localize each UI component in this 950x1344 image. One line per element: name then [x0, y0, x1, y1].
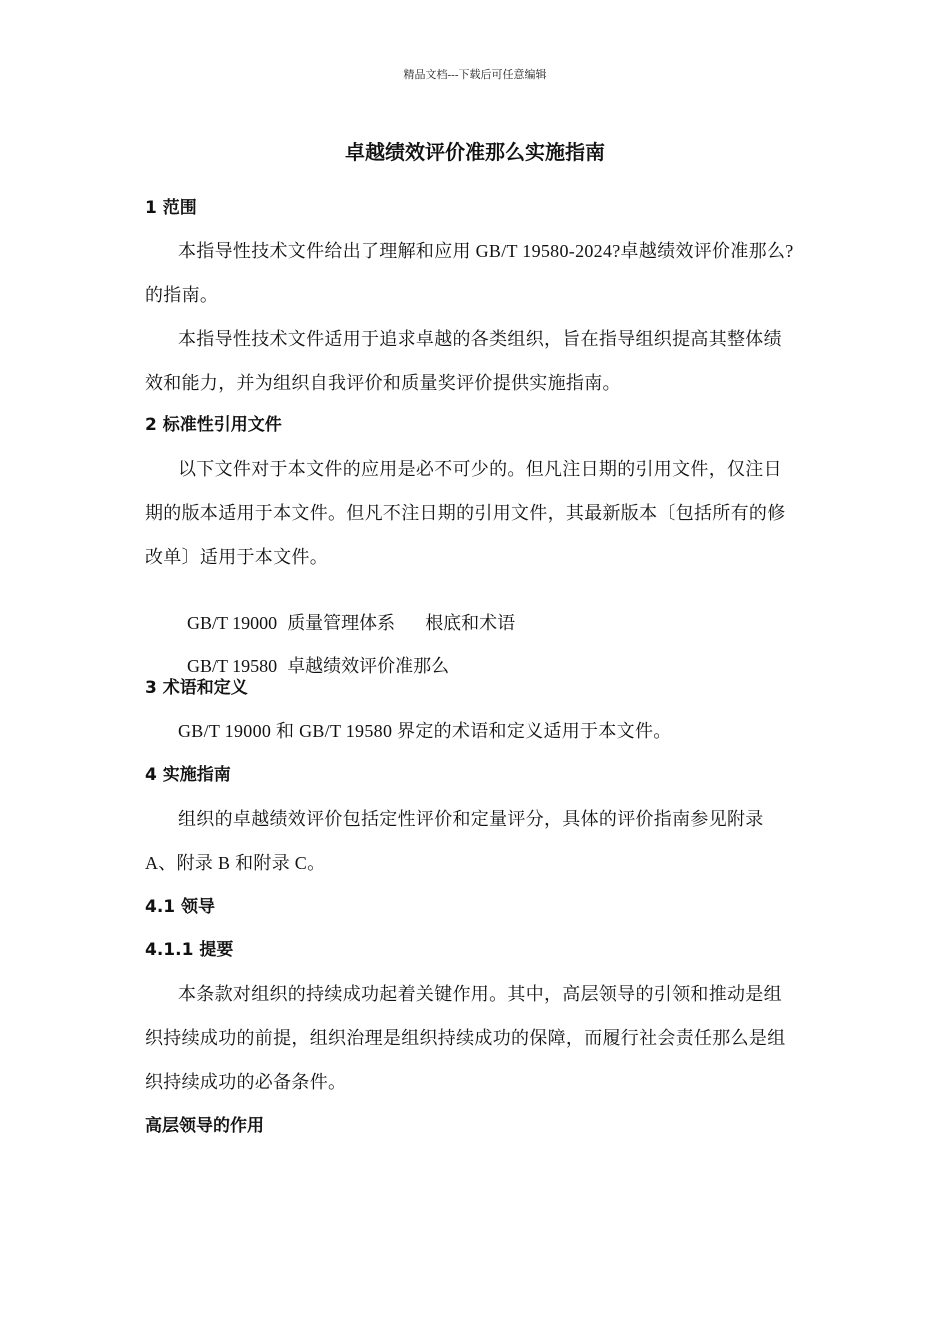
- subsection-heading: 高层领导的作用: [145, 1116, 264, 1136]
- reference-name: 质量管理体系: [287, 613, 396, 633]
- section-4-1-heading: 4.1 领导: [145, 897, 216, 917]
- reference-code: GB/T 19580: [187, 656, 278, 676]
- reference-code: GB/T 19000: [187, 613, 278, 633]
- section-1-paragraph-1: 本指导性技术文件给出了理解和应用 GB/T 19580-2024?卓越绩效评价准那么?的指南。: [145, 241, 794, 305]
- page-header-note: 精品文档---下载后可任意编辑: [403, 69, 547, 81]
- document-title: 卓越绩效评价准那么实施指南: [345, 140, 605, 164]
- section-1-heading: 1 范围: [145, 198, 197, 218]
- section-4-1-1-paragraph-1: 本条款对组织的持续成功起着关键作用。其中，高层领导的引领和推动是组织持续成功的前提，组织治理是组织持续成功的保障，而履行社会责任那么是组织持续成功的必备条件。: [145, 984, 786, 1092]
- section-4-1-1-heading: 4.1.1 提要: [145, 940, 234, 960]
- reference-item: [178, 633, 449, 677]
- reference-item: [178, 590, 515, 634]
- reference-name: 卓越绩效评价准那么: [287, 656, 450, 676]
- section-4-paragraph-1: 组织的卓越绩效评价包括定性评价和定量评分，具体的评价指南参见附录 A、附录 B 和附录 C。: [145, 809, 764, 873]
- reference-subtitle: 根底和术语: [425, 613, 516, 633]
- section-3-paragraph-1: GB/T 19000 和 GB/T 19580 界定的术语和定义适用于本文件。: [178, 721, 672, 741]
- section-2-heading: 2 标准性引用文件: [145, 415, 282, 435]
- section-1-paragraph-2: 本指导性技术文件适用于追求卓越的各类组织，旨在指导组织提高其整体绩效和能力，并为组织自我评价和质量奖评价提供实施指南。: [145, 329, 782, 393]
- section-2-paragraph-1: 以下文件对于本文件的应用是必不可少的。但凡注日期的引用文件，仅注日期的版本适用于本文件。但凡不注日期的引用文件，其最新版本〔包括所有的修改单〕适用于本文件。: [145, 459, 786, 567]
- section-4-heading: 4 实施指南: [145, 765, 231, 785]
- section-3-heading: 3 术语和定义: [145, 678, 248, 698]
